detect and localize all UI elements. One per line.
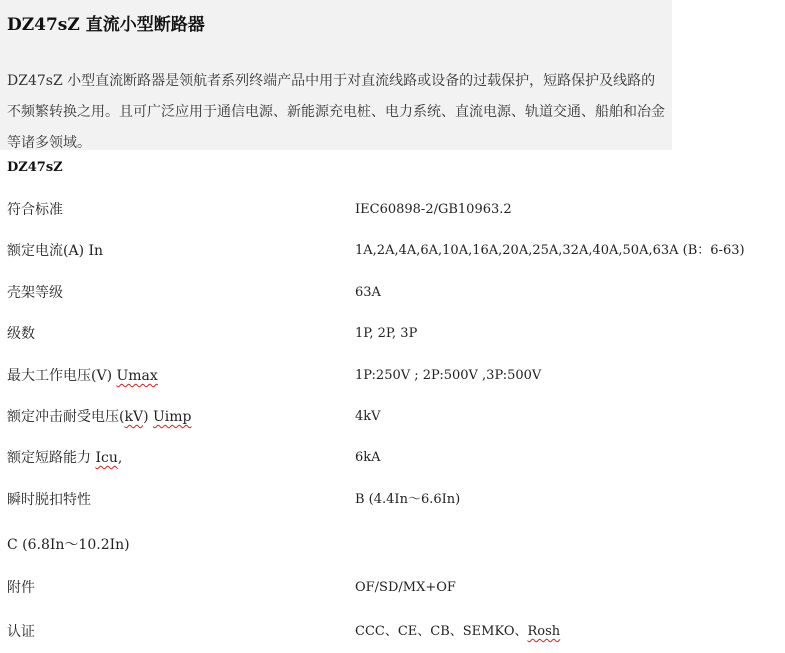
- spec-row-poles: [0, 322, 785, 346]
- spec-row-short-circuit: [0, 446, 785, 470]
- spec-label: 级数: [7, 326, 35, 342]
- spec-label-symbol: Umax: [116, 368, 158, 384]
- product-title: DZ47sZ 直流小型断路器: [7, 15, 205, 35]
- spec-value: 63A: [355, 285, 381, 300]
- spec-label-text: 最大工作电压(V): [7, 368, 117, 384]
- spec-row-trip-characteristic: [0, 488, 785, 512]
- spec-row-frame-rating: [0, 281, 785, 305]
- spec-label-text: 额定冲击耐受电压(: [7, 409, 125, 425]
- spec-row-max-voltage: [0, 364, 785, 388]
- spec-label: 认证: [7, 624, 35, 640]
- spec-value: [355, 620, 560, 644]
- spec-value-text: CCC、CE、CB、SEMKO、: [355, 624, 528, 639]
- spec-value: OF/SD/MX+OF: [355, 580, 456, 595]
- spec-row-trip-c: [0, 533, 785, 557]
- spec-value: 1P, 2P, 3P: [355, 326, 418, 341]
- spec-value: B (4.4In～6.6In): [355, 492, 461, 507]
- spec-label-text: ): [143, 409, 153, 425]
- spec-row-standard: [0, 198, 785, 222]
- spec-label: [7, 405, 192, 429]
- spec-row-accessories: [0, 576, 785, 600]
- spec-label-text: ,: [117, 450, 123, 466]
- spec-label: 符合标准: [7, 202, 63, 218]
- spec-value-cert: Rosh: [527, 624, 561, 639]
- spec-value: 1P:250V ; 2P:500V ,3P:500V: [355, 368, 542, 383]
- product-description: DZ47sZ 小型直流断路器是领航者系列终端产品中用于对直流线路或设备的过载保护，短路保护及线路的不频繁转换之用。且可广泛应用于通信电源、新能源充电桩、电力系统、直流电源、轨道交通、船舶和冶金等诸多领域。: [7, 73, 665, 151]
- spec-label: 额定电流(A) In: [7, 243, 104, 259]
- spec-label: 壳架等级: [7, 285, 63, 301]
- spec-value: 4kV: [355, 409, 381, 424]
- spec-label: 瞬时脱扣特性: [7, 492, 91, 508]
- spec-label: C (6.8In～10.2In): [7, 537, 130, 553]
- spec-row-certification: [0, 620, 785, 644]
- spec-value: 6kA: [355, 450, 381, 465]
- spec-value: IEC60898-2/GB10963.2: [355, 202, 512, 217]
- spec-label: 附件: [7, 580, 35, 596]
- spec-label: [7, 446, 122, 470]
- spec-label: [7, 364, 158, 388]
- spec-value: 1A,2A,4A,6A,10A,16A,20A,25A,32A,40A,50A,63A (B：6-63): [355, 243, 745, 258]
- spec-label-symbol: Icu: [95, 450, 118, 466]
- spec-label-text: 额定短路能力: [7, 450, 96, 466]
- spec-row-rated-current: [0, 239, 785, 263]
- model-name: DZ47sZ: [7, 160, 63, 175]
- spec-label-symbol: Uimp: [152, 409, 192, 425]
- product-intro: [0, 0, 672, 150]
- spec-label-unit: kV: [124, 409, 144, 425]
- spec-row-impulse-voltage: [0, 405, 785, 429]
